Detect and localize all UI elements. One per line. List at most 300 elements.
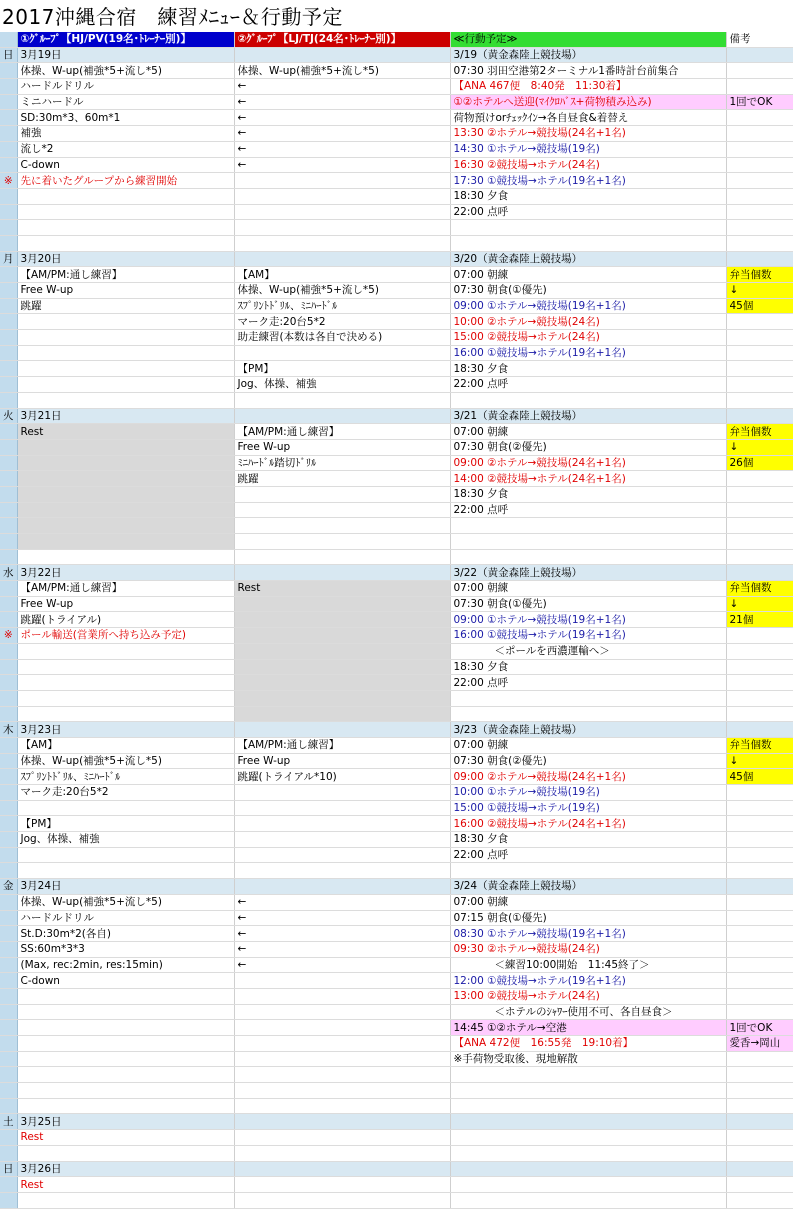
schedule-cell[interactable]: 09:00 ②ホテル→競技場(24名+1名) bbox=[450, 455, 726, 471]
group2-cell[interactable]: 【AM】 bbox=[234, 267, 450, 283]
group1-cell[interactable] bbox=[17, 847, 234, 863]
group2-cell[interactable] bbox=[234, 1192, 450, 1208]
note-cell[interactable] bbox=[726, 565, 793, 581]
weekday-cell[interactable] bbox=[0, 392, 17, 408]
note-cell[interactable] bbox=[726, 659, 793, 675]
group1-cell[interactable] bbox=[17, 659, 234, 675]
group2-cell[interactable] bbox=[234, 1177, 450, 1193]
group2-cell[interactable]: 跳躍(トライアル*10) bbox=[234, 769, 450, 785]
weekday-cell[interactable]: ※ bbox=[0, 628, 17, 644]
group2-cell[interactable]: ← bbox=[234, 126, 450, 142]
group2-cell[interactable] bbox=[234, 486, 450, 502]
group2-cell[interactable] bbox=[234, 643, 450, 659]
schedule-cell[interactable]: 3/23（黄金森陸上競技場） bbox=[450, 722, 726, 738]
weekday-cell[interactable] bbox=[0, 1036, 17, 1052]
group2-cell[interactable]: ← bbox=[234, 157, 450, 173]
weekday-cell[interactable] bbox=[0, 1145, 17, 1161]
group2-cell[interactable] bbox=[234, 690, 450, 706]
schedule-cell[interactable]: ※手荷物受取後、現地解散 bbox=[450, 1051, 726, 1067]
group1-cell[interactable]: 3月26日 bbox=[17, 1161, 234, 1177]
note-cell[interactable] bbox=[726, 47, 793, 63]
note-cell[interactable] bbox=[726, 502, 793, 518]
weekday-cell[interactable] bbox=[0, 581, 17, 597]
group2-cell[interactable] bbox=[234, 47, 450, 63]
group2-cell[interactable]: Jog、体操、補強 bbox=[234, 377, 450, 393]
group2-cell[interactable] bbox=[234, 879, 450, 895]
note-cell[interactable] bbox=[726, 392, 793, 408]
group1-cell[interactable]: 3月24日 bbox=[17, 879, 234, 895]
note-cell[interactable] bbox=[726, 204, 793, 220]
group1-cell[interactable] bbox=[17, 486, 234, 502]
weekday-cell[interactable] bbox=[0, 643, 17, 659]
group1-cell[interactable] bbox=[17, 188, 234, 204]
note-cell[interactable] bbox=[726, 675, 793, 691]
group1-cell[interactable]: 体操、W-up(補強*5+流し*5) bbox=[17, 753, 234, 769]
weekday-cell[interactable] bbox=[0, 753, 17, 769]
note-cell[interactable] bbox=[726, 408, 793, 424]
note-cell[interactable] bbox=[726, 126, 793, 142]
weekday-cell[interactable] bbox=[0, 486, 17, 502]
note-cell[interactable] bbox=[726, 816, 793, 832]
group1-cell[interactable]: 3月21日 bbox=[17, 408, 234, 424]
weekday-cell[interactable] bbox=[0, 345, 17, 361]
group1-cell[interactable]: ミニハードル bbox=[17, 94, 234, 110]
group2-cell[interactable] bbox=[234, 251, 450, 267]
weekday-cell[interactable]: 土 bbox=[0, 1114, 17, 1130]
group1-cell[interactable] bbox=[17, 235, 234, 251]
weekday-cell[interactable]: 日 bbox=[0, 1161, 17, 1177]
group1-cell[interactable]: ポール輸送(営業所へ持ち込み予定) bbox=[17, 628, 234, 644]
group2-cell[interactable]: Free W-up bbox=[234, 753, 450, 769]
note-cell[interactable] bbox=[726, 706, 793, 722]
schedule-cell[interactable]: 18:30 夕食 bbox=[450, 659, 726, 675]
group2-cell[interactable] bbox=[234, 408, 450, 424]
group1-cell[interactable]: 【AM】 bbox=[17, 737, 234, 753]
weekday-cell[interactable] bbox=[0, 298, 17, 314]
group1-cell[interactable]: ハードルドリル bbox=[17, 910, 234, 926]
note-cell[interactable]: 26個 bbox=[726, 455, 793, 471]
group2-cell[interactable] bbox=[234, 706, 450, 722]
group1-cell[interactable] bbox=[17, 377, 234, 393]
note-cell[interactable] bbox=[726, 1083, 793, 1099]
group1-cell[interactable]: 3月22日 bbox=[17, 565, 234, 581]
note-cell[interactable] bbox=[726, 314, 793, 330]
weekday-cell[interactable] bbox=[0, 910, 17, 926]
schedule-cell[interactable] bbox=[450, 534, 726, 550]
note-cell[interactable] bbox=[726, 910, 793, 926]
schedule-cell[interactable]: 07:00 朝練 bbox=[450, 581, 726, 597]
note-cell[interactable]: ↓ bbox=[726, 753, 793, 769]
note-cell[interactable] bbox=[726, 1161, 793, 1177]
schedule-cell[interactable]: 07:30 羽田空港第2ターミナル1番時計台前集合 bbox=[450, 63, 726, 79]
weekday-cell[interactable] bbox=[0, 157, 17, 173]
group1-cell[interactable] bbox=[17, 1020, 234, 1036]
weekday-cell[interactable] bbox=[0, 283, 17, 299]
group1-cell[interactable]: C-down bbox=[17, 973, 234, 989]
note-cell[interactable]: 21個 bbox=[726, 612, 793, 628]
group2-cell[interactable] bbox=[234, 1161, 450, 1177]
group1-cell[interactable]: Jog、体操、補強 bbox=[17, 832, 234, 848]
group1-cell[interactable] bbox=[17, 220, 234, 236]
group2-cell[interactable] bbox=[234, 863, 450, 879]
group2-cell[interactable] bbox=[234, 1020, 450, 1036]
group1-cell[interactable] bbox=[17, 1083, 234, 1099]
schedule-cell[interactable] bbox=[450, 1114, 726, 1130]
note-cell[interactable] bbox=[726, 361, 793, 377]
group2-cell[interactable] bbox=[234, 534, 450, 550]
group1-cell[interactable]: 補強 bbox=[17, 126, 234, 142]
group1-cell[interactable]: (Max, rec:2min, res:15min) bbox=[17, 957, 234, 973]
group2-cell[interactable]: Rest bbox=[234, 581, 450, 597]
weekday-cell[interactable] bbox=[0, 141, 17, 157]
weekday-cell[interactable]: 金 bbox=[0, 879, 17, 895]
schedule-cell[interactable]: 14:00 ②競技場→ホテル(24名+1名) bbox=[450, 471, 726, 487]
weekday-cell[interactable] bbox=[0, 330, 17, 346]
weekday-cell[interactable] bbox=[0, 204, 17, 220]
group1-cell[interactable] bbox=[17, 706, 234, 722]
schedule-cell[interactable]: 22:00 点呼 bbox=[450, 377, 726, 393]
weekday-cell[interactable] bbox=[0, 377, 17, 393]
note-cell[interactable] bbox=[726, 486, 793, 502]
group1-cell[interactable]: 【PM】 bbox=[17, 816, 234, 832]
schedule-cell[interactable]: 07:30 朝食(②優先) bbox=[450, 439, 726, 455]
schedule-cell[interactable] bbox=[450, 1177, 726, 1193]
note-cell[interactable]: ↓ bbox=[726, 596, 793, 612]
group1-cell[interactable] bbox=[17, 988, 234, 1004]
weekday-cell[interactable]: 火 bbox=[0, 408, 17, 424]
group1-cell[interactable] bbox=[17, 863, 234, 879]
group2-cell[interactable] bbox=[234, 612, 450, 628]
schedule-cell[interactable]: 15:00 ①競技場→ホテル(19名) bbox=[450, 800, 726, 816]
schedule-cell[interactable]: 13:00 ②競技場→ホテル(24名) bbox=[450, 988, 726, 1004]
weekday-cell[interactable] bbox=[0, 439, 17, 455]
schedule-cell[interactable]: 【ANA 467便 8:40発 11:30着】 bbox=[450, 79, 726, 95]
weekday-cell[interactable]: 日 bbox=[0, 47, 17, 63]
group1-cell[interactable]: 流し*2 bbox=[17, 141, 234, 157]
group2-cell[interactable] bbox=[234, 345, 450, 361]
note-cell[interactable]: 弁当個数 bbox=[726, 737, 793, 753]
note-cell[interactable] bbox=[726, 1051, 793, 1067]
schedule-cell[interactable]: 3/20（黄金森陸上競技場） bbox=[450, 251, 726, 267]
weekday-cell[interactable] bbox=[0, 1098, 17, 1114]
note-cell[interactable] bbox=[726, 894, 793, 910]
schedule-cell[interactable]: 18:30 夕食 bbox=[450, 486, 726, 502]
note-cell[interactable]: 45個 bbox=[726, 769, 793, 785]
group2-cell[interactable] bbox=[234, 800, 450, 816]
group1-cell[interactable] bbox=[17, 502, 234, 518]
group2-cell[interactable] bbox=[234, 847, 450, 863]
note-cell[interactable] bbox=[726, 549, 793, 565]
schedule-cell[interactable] bbox=[450, 706, 726, 722]
group1-cell[interactable]: ハードルドリル bbox=[17, 79, 234, 95]
weekday-cell[interactable] bbox=[0, 863, 17, 879]
group2-cell[interactable]: 跳躍 bbox=[234, 471, 450, 487]
weekday-cell[interactable] bbox=[0, 1020, 17, 1036]
note-cell[interactable] bbox=[726, 235, 793, 251]
group2-cell[interactable] bbox=[234, 392, 450, 408]
note-cell[interactable] bbox=[726, 141, 793, 157]
group1-cell[interactable]: 【AM/PM:通し練習】 bbox=[17, 581, 234, 597]
note-cell[interactable] bbox=[726, 1177, 793, 1193]
weekday-cell[interactable] bbox=[0, 973, 17, 989]
group2-cell[interactable]: ｽﾌﾟﾘﾝﾄﾄﾞﾘﾙ、ﾐﾆﾊｰﾄﾞﾙ bbox=[234, 298, 450, 314]
schedule-cell[interactable] bbox=[450, 1098, 726, 1114]
schedule-cell[interactable] bbox=[450, 1161, 726, 1177]
schedule-cell[interactable]: 18:30 夕食 bbox=[450, 361, 726, 377]
schedule-cell[interactable]: 16:30 ②競技場→ホテル(24名) bbox=[450, 157, 726, 173]
schedule-cell[interactable] bbox=[450, 690, 726, 706]
group1-cell[interactable]: 先に着いたグループから練習開始 bbox=[17, 173, 234, 189]
group2-header[interactable]: ②ｸﾞﾙｰﾌﾟ【LJ/TJ(24名･ﾄﾚｰﾅｰ別)】 bbox=[234, 32, 450, 47]
group1-cell[interactable] bbox=[17, 534, 234, 550]
group2-cell[interactable]: ← bbox=[234, 110, 450, 126]
note-cell[interactable] bbox=[726, 785, 793, 801]
schedule-cell[interactable]: 07:00 朝練 bbox=[450, 267, 726, 283]
group2-cell[interactable] bbox=[234, 1098, 450, 1114]
note-cell[interactable] bbox=[726, 957, 793, 973]
note-cell[interactable] bbox=[726, 79, 793, 95]
note-cell[interactable]: 1回でOK bbox=[726, 94, 793, 110]
schedule-cell[interactable]: 14:45 ①②ホテル→空港 bbox=[450, 1020, 726, 1036]
group2-cell[interactable]: ← bbox=[234, 79, 450, 95]
schedule-cell[interactable]: 16:00 ①競技場→ホテル(19名+1名) bbox=[450, 628, 726, 644]
group1-cell[interactable] bbox=[17, 204, 234, 220]
group1-cell[interactable] bbox=[17, 690, 234, 706]
group2-cell[interactable]: Free W-up bbox=[234, 439, 450, 455]
group1-cell[interactable] bbox=[17, 800, 234, 816]
group1-cell[interactable] bbox=[17, 1098, 234, 1114]
group1-cell[interactable] bbox=[17, 518, 234, 534]
schedule-cell[interactable] bbox=[450, 220, 726, 236]
group2-cell[interactable] bbox=[234, 235, 450, 251]
group1-cell[interactable] bbox=[17, 643, 234, 659]
note-cell[interactable]: 弁当個数 bbox=[726, 581, 793, 597]
group1-cell[interactable]: 跳躍 bbox=[17, 298, 234, 314]
group1-cell[interactable]: 跳躍(トライアル) bbox=[17, 612, 234, 628]
schedule-cell[interactable]: 10:00 ①ホテル→競技場(19名) bbox=[450, 785, 726, 801]
schedule-cell[interactable] bbox=[450, 518, 726, 534]
group2-cell[interactable] bbox=[234, 173, 450, 189]
note-cell[interactable] bbox=[726, 534, 793, 550]
schedule-cell[interactable]: 16:00 ②競技場→ホテル(24名+1名) bbox=[450, 816, 726, 832]
schedule-cell[interactable]: 荷物預けorﾁｪｯｸｲﾝ→各自昼食&着替え bbox=[450, 110, 726, 126]
weekday-cell[interactable] bbox=[0, 1067, 17, 1083]
group1-cell[interactable]: ｽﾌﾟﾘﾝﾄﾄﾞﾘﾙ、ﾐﾆﾊｰﾄﾞﾙ bbox=[17, 769, 234, 785]
group2-cell[interactable]: ← bbox=[234, 957, 450, 973]
group2-cell[interactable] bbox=[234, 659, 450, 675]
group2-cell[interactable] bbox=[234, 565, 450, 581]
weekday-cell[interactable] bbox=[0, 63, 17, 79]
group2-cell[interactable]: ← bbox=[234, 910, 450, 926]
schedule-cell[interactable] bbox=[450, 1192, 726, 1208]
group1-cell[interactable]: 体操、W-up(補強*5+流し*5) bbox=[17, 894, 234, 910]
group2-cell[interactable] bbox=[234, 628, 450, 644]
weekday-cell[interactable] bbox=[0, 769, 17, 785]
weekday-cell[interactable]: 月 bbox=[0, 251, 17, 267]
note-cell[interactable] bbox=[726, 832, 793, 848]
group2-cell[interactable] bbox=[234, 220, 450, 236]
weekday-cell[interactable]: ※ bbox=[0, 173, 17, 189]
note-cell[interactable]: ↓ bbox=[726, 439, 793, 455]
weekday-cell[interactable] bbox=[0, 220, 17, 236]
weekday-cell[interactable] bbox=[0, 455, 17, 471]
schedule-cell[interactable]: 09:00 ①ホテル→競技場(19名+1名) bbox=[450, 612, 726, 628]
schedule-cell[interactable]: 18:30 夕食 bbox=[450, 188, 726, 204]
schedule-cell[interactable]: 3/19（黄金森陸上競技場） bbox=[450, 47, 726, 63]
note-cell[interactable] bbox=[726, 188, 793, 204]
weekday-cell[interactable] bbox=[0, 847, 17, 863]
group2-cell[interactable]: 【PM】 bbox=[234, 361, 450, 377]
weekday-cell[interactable] bbox=[0, 988, 17, 1004]
schedule-cell[interactable]: 22:00 点呼 bbox=[450, 675, 726, 691]
weekday-cell[interactable] bbox=[0, 659, 17, 675]
weekday-cell[interactable] bbox=[0, 267, 17, 283]
schedule-cell[interactable] bbox=[450, 1145, 726, 1161]
note-cell[interactable] bbox=[726, 330, 793, 346]
schedule-cell[interactable]: 22:00 点呼 bbox=[450, 502, 726, 518]
weekday-cell[interactable] bbox=[0, 926, 17, 942]
weekday-cell[interactable] bbox=[0, 957, 17, 973]
group1-cell[interactable]: 3月23日 bbox=[17, 722, 234, 738]
schedule-cell[interactable]: 08:30 ①ホテル→競技場(19名+1名) bbox=[450, 926, 726, 942]
note-cell[interactable] bbox=[726, 847, 793, 863]
note-cell[interactable] bbox=[726, 1004, 793, 1020]
group1-cell[interactable]: Rest bbox=[17, 1177, 234, 1193]
group2-cell[interactable] bbox=[234, 502, 450, 518]
schedule-cell[interactable]: 3/22（黄金森陸上競技場） bbox=[450, 565, 726, 581]
group1-cell[interactable]: St.D:30m*2(各自) bbox=[17, 926, 234, 942]
group2-cell[interactable] bbox=[234, 1067, 450, 1083]
schedule-cell[interactable]: 3/21（黄金森陸上競技場） bbox=[450, 408, 726, 424]
note-cell[interactable] bbox=[726, 879, 793, 895]
weekday-cell[interactable] bbox=[0, 690, 17, 706]
weekday-cell[interactable] bbox=[0, 706, 17, 722]
group1-cell[interactable]: 【AM/PM:通し練習】 bbox=[17, 267, 234, 283]
weekday-cell[interactable] bbox=[0, 737, 17, 753]
group2-cell[interactable]: マーク走:20台5*2 bbox=[234, 314, 450, 330]
group2-cell[interactable] bbox=[234, 188, 450, 204]
schedule-cell[interactable] bbox=[450, 1067, 726, 1083]
weekday-cell[interactable]: 木 bbox=[0, 722, 17, 738]
note-cell[interactable] bbox=[726, 722, 793, 738]
group2-cell[interactable]: ← bbox=[234, 894, 450, 910]
schedule-cell[interactable]: 16:00 ①競技場→ホテル(19名+1名) bbox=[450, 345, 726, 361]
weekday-cell[interactable] bbox=[0, 534, 17, 550]
group1-cell[interactable] bbox=[17, 549, 234, 565]
schedule-cell[interactable]: 07:30 朝食(①優先) bbox=[450, 283, 726, 299]
group2-cell[interactable] bbox=[234, 518, 450, 534]
group2-cell[interactable] bbox=[234, 1051, 450, 1067]
group1-cell[interactable] bbox=[17, 1036, 234, 1052]
group1-cell[interactable]: SD:30m*3、60m*1 bbox=[17, 110, 234, 126]
note-cell[interactable] bbox=[726, 345, 793, 361]
group2-cell[interactable] bbox=[234, 1036, 450, 1052]
weekday-cell[interactable] bbox=[0, 1192, 17, 1208]
group1-cell[interactable] bbox=[17, 314, 234, 330]
schedule-cell[interactable] bbox=[450, 549, 726, 565]
group1-cell[interactable]: Free W-up bbox=[17, 283, 234, 299]
weekday-cell[interactable] bbox=[0, 1177, 17, 1193]
group2-cell[interactable] bbox=[234, 596, 450, 612]
group1-cell[interactable] bbox=[17, 1192, 234, 1208]
group2-cell[interactable]: 体操、W-up(補強*5+流し*5) bbox=[234, 283, 450, 299]
schedule-cell[interactable]: 【ANA 472便 16:55発 19:10着】 bbox=[450, 1036, 726, 1052]
schedule-cell[interactable]: 3/24（黄金森陸上競技場） bbox=[450, 879, 726, 895]
group2-cell[interactable]: ﾐﾆﾊｰﾄﾞﾙ踏切ﾄﾞﾘﾙ bbox=[234, 455, 450, 471]
group2-cell[interactable] bbox=[234, 722, 450, 738]
note-cell[interactable] bbox=[726, 863, 793, 879]
weekday-cell[interactable] bbox=[0, 235, 17, 251]
schedule-header[interactable]: ≪行動予定≫ bbox=[450, 32, 726, 47]
group2-cell[interactable]: 助走練習(本数は各自で決める) bbox=[234, 330, 450, 346]
weekday-cell[interactable] bbox=[0, 94, 17, 110]
note-cell[interactable]: 45個 bbox=[726, 298, 793, 314]
group2-cell[interactable]: ← bbox=[234, 94, 450, 110]
note-cell[interactable] bbox=[726, 1114, 793, 1130]
schedule-cell[interactable]: 14:30 ①ホテル→競技場(19名) bbox=[450, 141, 726, 157]
weekday-cell[interactable] bbox=[0, 110, 17, 126]
weekday-cell[interactable] bbox=[0, 596, 17, 612]
note-cell[interactable] bbox=[726, 251, 793, 267]
group2-cell[interactable] bbox=[234, 1004, 450, 1020]
group2-cell[interactable]: 【AM/PM:通し練習】 bbox=[234, 737, 450, 753]
note-cell[interactable] bbox=[726, 926, 793, 942]
schedule-cell[interactable] bbox=[450, 1083, 726, 1099]
group1-cell[interactable] bbox=[17, 1004, 234, 1020]
note-cell[interactable] bbox=[726, 518, 793, 534]
group1-cell[interactable] bbox=[17, 439, 234, 455]
schedule-cell[interactable]: 07:15 朝食(①優先) bbox=[450, 910, 726, 926]
note-cell[interactable] bbox=[726, 1098, 793, 1114]
weekday-cell[interactable] bbox=[0, 1004, 17, 1020]
note-cell[interactable] bbox=[726, 173, 793, 189]
group1-cell[interactable]: SS:60m*3*3 bbox=[17, 941, 234, 957]
weekday-cell[interactable] bbox=[0, 424, 17, 440]
group1-cell[interactable] bbox=[17, 1145, 234, 1161]
group1-cell[interactable] bbox=[17, 1051, 234, 1067]
weekday-cell[interactable] bbox=[0, 800, 17, 816]
schedule-cell[interactable]: 07:00 朝練 bbox=[450, 894, 726, 910]
weekday-cell[interactable]: 水 bbox=[0, 565, 17, 581]
note-cell[interactable] bbox=[726, 800, 793, 816]
schedule-cell[interactable]: ＜ホテルのｼｬﾜｰ使用不可、各自昼食＞ bbox=[450, 1004, 726, 1020]
note-cell[interactable] bbox=[726, 157, 793, 173]
group1-cell[interactable]: マーク走:20台5*2 bbox=[17, 785, 234, 801]
group2-cell[interactable] bbox=[234, 1145, 450, 1161]
weekday-cell[interactable] bbox=[0, 785, 17, 801]
note-cell[interactable] bbox=[726, 110, 793, 126]
note-cell[interactable] bbox=[726, 1192, 793, 1208]
schedule-cell[interactable]: 18:30 夕食 bbox=[450, 832, 726, 848]
group1-cell[interactable]: 3月25日 bbox=[17, 1114, 234, 1130]
note-cell[interactable]: ↓ bbox=[726, 283, 793, 299]
schedule-cell[interactable]: 07:30 朝食(①優先) bbox=[450, 596, 726, 612]
note-cell[interactable] bbox=[726, 690, 793, 706]
note-cell[interactable] bbox=[726, 220, 793, 236]
schedule-cell[interactable] bbox=[450, 235, 726, 251]
group1-header[interactable]: ①ｸﾞﾙｰﾌﾟ【HJ/PV(19名･ﾄﾚｰﾅｰ別)】 bbox=[17, 32, 234, 47]
schedule-cell[interactable]: ①②ホテルへ送迎(ﾏｲｸﾛﾊﾞｽ+荷物積み込み) bbox=[450, 94, 726, 110]
note-cell[interactable] bbox=[726, 643, 793, 659]
group2-cell[interactable] bbox=[234, 1114, 450, 1130]
note-cell[interactable] bbox=[726, 973, 793, 989]
group1-cell[interactable] bbox=[17, 361, 234, 377]
group1-cell[interactable] bbox=[17, 330, 234, 346]
group1-cell[interactable] bbox=[17, 675, 234, 691]
group1-cell[interactable]: Free W-up bbox=[17, 596, 234, 612]
schedule-cell[interactable]: 22:00 点呼 bbox=[450, 847, 726, 863]
note-cell[interactable]: 1回でOK bbox=[726, 1020, 793, 1036]
